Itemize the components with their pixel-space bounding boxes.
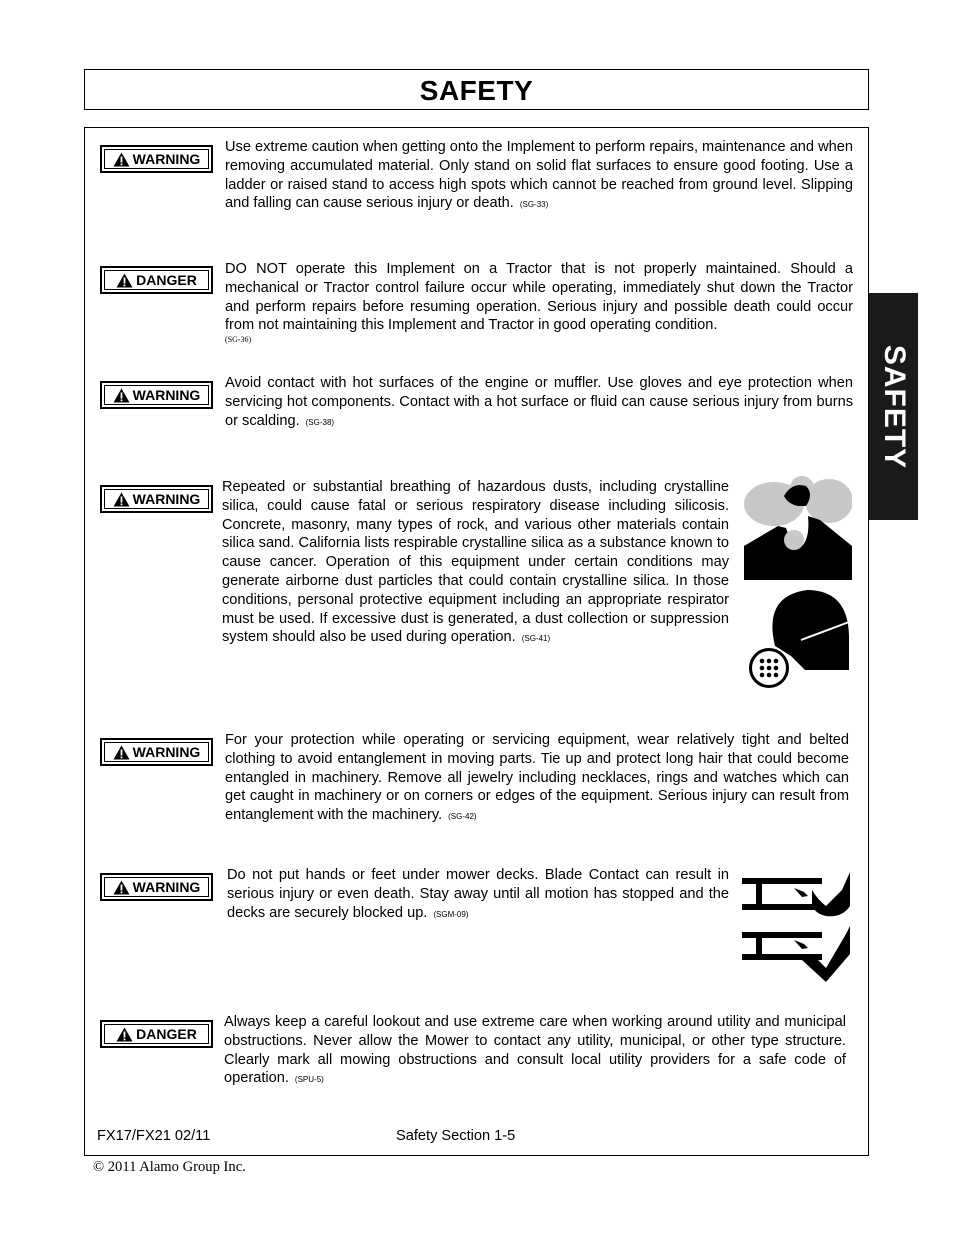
warning-badge [100,145,213,173]
copyright-notice: © 2011 Alamo Group Inc. [93,1159,246,1175]
badge-label: DANGER [136,272,197,288]
warning-badge [100,873,213,901]
danger-paragraph [225,260,853,345]
warning-badge [100,485,213,513]
danger-badge [100,1020,213,1048]
warning-triangle-icon [116,1027,133,1042]
paragraph-text: DO NOT operate this Implement on a Tractor that is not properly maintained. Should a mechanical or Tractor control failure occur while operating, immediately shut down the Tractor and perform repairs before resuming operation. Serious injury and possible death could occur from not maintaining this Implement and Tractor in good operating condition. [225,261,853,334]
paragraph-text: Repeated or substantial breathing of hazardous dusts, including crystalline silica, could cause fatal or serious respiratory disease including silicosis. Concrete, masonry, many types of rock, and various other materials contain silica sand. California lists respirable crystalline silica as a substance known to cause cancer. Operation of this equipment under certain conditions may generate airborne dust particles that could contain crystalline silica. In those conditions, personal protective equipment including an appropriate respirator must be used. If excessive dust is generated, a dust collection or suppression system should also be used during operation. [222,479,729,646]
dust-inhalation-icon [744,476,852,580]
badge-label: DANGER [136,1026,197,1042]
hand-under-deck-icon [742,870,852,920]
footer-section: Safety Section 1-5 [396,1128,516,1144]
badge-label: WARNING [132,151,201,167]
badge-label: WARNING [132,879,201,895]
paragraph-text: For your protection while operating or servicing equipment, wear relatively tight and belted clothing to avoid entanglement in moving parts. Tie up and protect long hair that could become entangled in machinery. Remove all jewelry including necklaces, rings and watches which can get caught in machinery or on corners or edges of the equipment. Serious injury can result from entanglement with the machinery. [225,732,849,824]
page-header [84,69,869,110]
reference-code: (SG-42) [448,812,477,822]
warning-badge [100,381,213,409]
paragraph-text: Always keep a careful lookout and use extreme care when working around utility and municipal obstructions. Never allow the Mower to contact any utility, municipal, or other type structure. Clearly mark all mowing obstructions and consult local utility providers for a safe code of operation. [224,1014,846,1087]
warning-triangle-icon [113,388,130,403]
section-side-tab [869,293,918,520]
warning-paragraph [225,138,853,215]
badge-label: WARNING [132,387,201,403]
page-title: SAFETY [419,75,534,106]
reference-code: (SG-33) [519,200,549,210]
foot-under-deck-icon [742,926,852,982]
paragraph-text: Avoid contact with hot surfaces of the engine or muffler. Use gloves and eye protection when servicing hot components. Contact with a hot surface or fluid can cause serious injury from burns or scalding. [225,375,853,429]
paragraph-text: Use extreme caution when getting onto the Implement to perform repairs, maintenance and when removing accumulated material. Only stand on solid flat surfaces to ensure good footing. Use a ladder or raised stand to access high spots which cannot be reached from ground level. Slipping and falling can cause serious injury or death. [225,139,853,212]
warning-badge [100,738,213,766]
badge-label: WARNING [132,491,201,507]
reference-code: (SG-38) [305,417,335,427]
reference-code: (SG-41) [521,634,551,644]
warning-paragraph [222,478,729,649]
warning-paragraph [225,731,849,827]
footer-model-date: FX17/FX21 02/11 [97,1128,211,1144]
warning-triangle-icon [113,152,130,167]
paragraph-text: Do not put hands or feet under mower decks. Blade Contact can result in serious injury or even death. Stay away until all motion has stopped and the decks are securely blocked up. [227,867,729,921]
warning-triangle-icon [113,492,130,507]
warning-triangle-icon [113,745,130,760]
respirator-mask-icon [745,586,853,692]
warning-triangle-icon [116,273,133,288]
warning-triangle-icon [113,880,130,895]
reference-code: (SPU-5) [294,1075,324,1085]
warning-paragraph [227,866,729,924]
side-tab-label: SAFETY [877,344,911,469]
badge-label: WARNING [132,744,201,760]
warning-paragraph [225,374,853,432]
reference-code: (SGM-09) [433,909,469,919]
danger-badge [100,266,213,294]
danger-paragraph [224,1013,846,1090]
reference-code: (SG-36) [225,335,252,345]
